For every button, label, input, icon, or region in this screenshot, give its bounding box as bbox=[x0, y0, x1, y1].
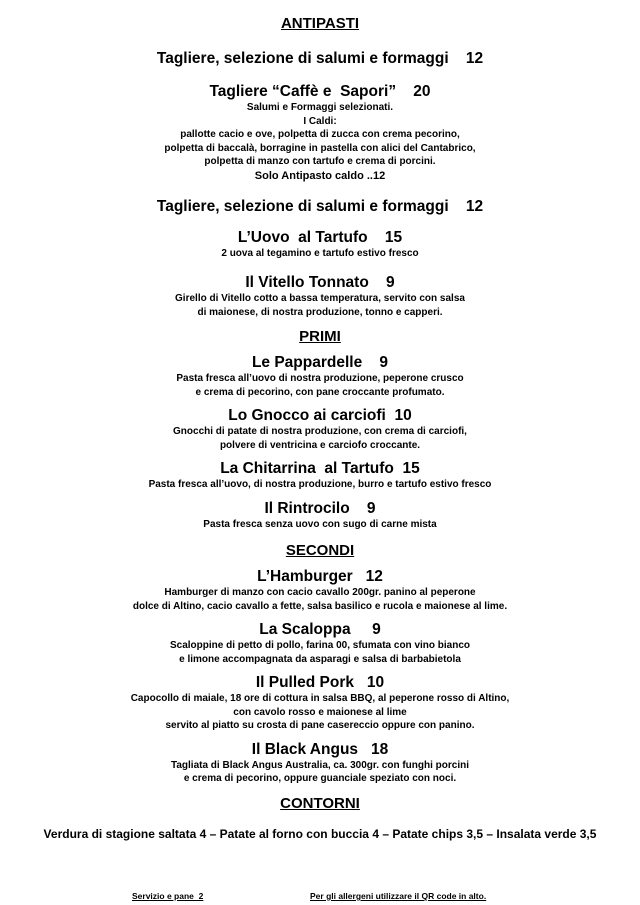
item-desc-line: di maionese, di nostra produzione, tonno e capperi. bbox=[197, 306, 443, 318]
section-title-antipasti: ANTIPASTI bbox=[280, 15, 360, 32]
item-desc-line: Pasta fresca all’uovo di nostra produzione, peperone crusco bbox=[176, 373, 464, 384]
item-title-tagliere-caffe-sapori: Tagliere “Caffè e Sapori” 20 bbox=[209, 83, 431, 100]
item-desc-line: Capocollo di maiale, 18 ore di cottura in salsa BBQ, al peperone rosso di Altino, bbox=[130, 693, 510, 704]
item-desc-line: con cavolo rosso e maionese al lime bbox=[233, 706, 407, 718]
item-desc-line: dolce di Altino, cacio cavallo a fette, salsa basilico e rucola e maionese al lime. bbox=[132, 600, 508, 612]
item-title-taglieri-repeat: Tagliere, selezione di salumi e formaggi 12 bbox=[156, 197, 484, 215]
item-title-taglieri: Tagliere, selezione di salumi e formaggi 12 bbox=[156, 50, 484, 67]
section-title-secondi: SECONDI bbox=[285, 542, 355, 559]
item-desc-line: Pasta fresca senza uovo con sugo di carne mista bbox=[203, 518, 437, 530]
item-title-pappardelle: Le Pappardelle 9 bbox=[251, 354, 389, 371]
item-desc-line: polpetta di manzo con tartufo e crema di porcini. bbox=[204, 156, 436, 167]
item-desc-line: e limone accompagnata da asparagi e salsa di barbabietola bbox=[179, 653, 461, 665]
item-desc-line: Gnocchi di patate di nostra produzione, con crema di carciofi, bbox=[173, 426, 467, 437]
item-title-pulled-pork: Il Pulled Pork 10 bbox=[255, 674, 385, 691]
footer bbox=[0, 891, 640, 905]
item-desc-line: pallotte cacio e ove, polpetta di zucca con crema pecorino, bbox=[180, 129, 460, 140]
item-desc-line: polpetta di baccalà, borragine in pastella con alici del Cantabrico, bbox=[164, 142, 476, 154]
item-desc-line: Pasta fresca all’uovo, di nostra produzione, burro e tartufo estivo fresco bbox=[148, 479, 492, 490]
item-desc-line: Tagliata di Black Angus Australia, ca. 300gr. con funghi porcini bbox=[170, 759, 470, 771]
section-title-primi: PRIMI bbox=[299, 328, 341, 345]
item-desc-line: 2 uova al tegamino e tartufo estivo fresco bbox=[221, 247, 419, 259]
contorni-list: Verdura di stagione saltata 4 – Patate al forno con buccia 4 – Patate chips 3,5 – Insalata verde 3,5 bbox=[43, 826, 597, 841]
item-title-gnocco-ai-carciofi: Lo Gnocco ai carciofi 10 bbox=[228, 407, 412, 424]
footer-allergen-note: Per gli allergeni utilizzare il QR code in alto. bbox=[310, 891, 487, 901]
item-desc-line: e crema di pecorino, con pane croccante profumato. bbox=[195, 386, 445, 398]
item-desc-line: servito al piatto su crosta di pane casereccio oppure con panino. bbox=[165, 720, 475, 731]
item-desc-line: Girello di Vitello cotto a bassa temperatura, servito con salsa bbox=[175, 293, 465, 304]
section-title-contorni: CONTORNI bbox=[280, 794, 360, 812]
item-desc-line: Salumi e Formaggi selezionati. bbox=[246, 102, 394, 113]
item-desc-line: polvere di ventricina e carciofo croccante. bbox=[219, 439, 421, 451]
item-desc-line: Scaloppine di petto di pollo, farina 00, sfumata con vino bianco bbox=[169, 640, 471, 651]
footer-service-bread: Servizio e pane 2 bbox=[132, 891, 204, 901]
item-title-chitarrina-al-tartufo: La Chitarrina al Tartufo 15 bbox=[220, 460, 420, 477]
item-title-hamburger: L’Hamburger 12 bbox=[257, 568, 383, 585]
item-desc-line: e crema di pecorino, oppure guanciale speziato con noci. bbox=[183, 773, 457, 784]
item-title-vitello-tonnato: Il Vitello Tonnato 9 bbox=[245, 274, 395, 291]
item-title-black-angus: Il Black Angus 18 bbox=[251, 740, 389, 758]
item-note-solo-antipasto-caldo: Solo Antipasto caldo ..12 bbox=[254, 169, 386, 182]
item-title-rintrocilo: Il Rintrocilo 9 bbox=[264, 499, 376, 517]
item-title-uovo-al-tartufo: L’Uovo al Tartufo 15 bbox=[237, 228, 403, 246]
item-desc-line: Hamburger di manzo con cacio cavallo 200gr. panino al peperone bbox=[164, 587, 476, 598]
item-desc-line: I Caldi: bbox=[303, 115, 337, 127]
item-title-scaloppa: La Scaloppa 9 bbox=[259, 621, 381, 638]
